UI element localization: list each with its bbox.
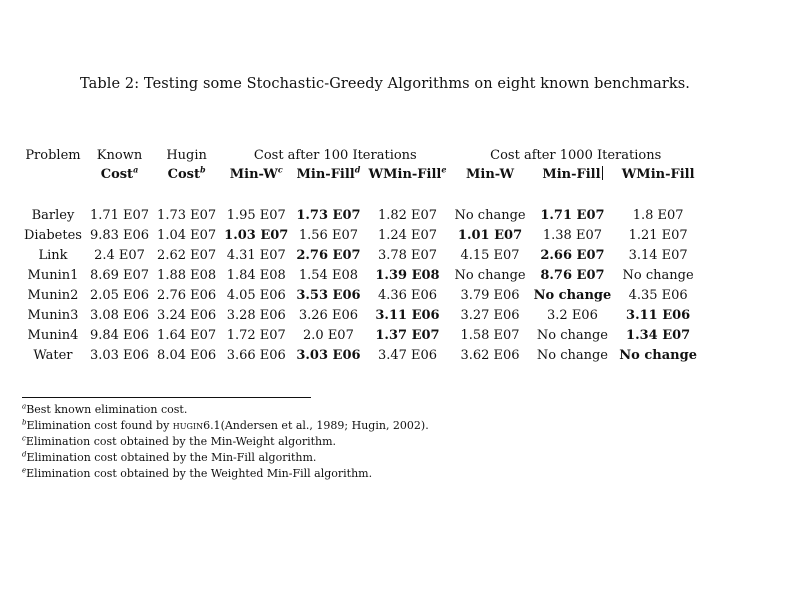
footnote-b-text-after: (Andersen et al., 1989; Hugin, 2002). bbox=[220, 419, 429, 432]
cell-minfill1000: No change bbox=[536, 348, 608, 363]
footnote-c bbox=[22, 434, 429, 450]
minw-100-label: Min-W bbox=[229, 167, 278, 182]
footnote-a-mark: a bbox=[22, 402, 27, 411]
cell-wminfill1000: 4.35 E06 bbox=[628, 288, 688, 303]
cell-hugin: 3.24 E06 bbox=[157, 308, 217, 323]
col-header-known-cost bbox=[86, 165, 153, 184]
cell-wminfill1000: No change bbox=[619, 348, 697, 363]
cell-hugin: 8.04 E06 bbox=[157, 348, 217, 363]
cell-minfill1000: 3.2 E06 bbox=[547, 308, 598, 323]
hugin-cost-label: Cost bbox=[167, 167, 200, 182]
cell-wminfill1000: No change bbox=[622, 268, 694, 283]
known-cost-label: Cost bbox=[100, 167, 134, 182]
cell-minw1000: 4.15 E07 bbox=[460, 248, 520, 263]
footnote-e-text: Elimination cost obtained by the Weighted Min-Fill algorithm. bbox=[26, 467, 373, 480]
table-caption: Table 2: Testing some Stochastic-Greedy Algorithms on eight known benchmarks. bbox=[80, 76, 691, 92]
cell-wminfill100: 4.36 E06 bbox=[377, 288, 438, 303]
cell-hugin: 2.76 E06 bbox=[157, 288, 217, 303]
cell-known: 9.84 E06 bbox=[89, 328, 150, 343]
footnote-d-mark: d bbox=[22, 450, 27, 459]
text-cursor bbox=[602, 166, 603, 180]
minfill-100-label: Min-Fill bbox=[296, 167, 355, 182]
footnote-mark-e: e bbox=[441, 164, 447, 175]
footnote-b-software: hugin6.1 bbox=[172, 419, 221, 432]
group-header-1000: Cost after 1000 Iterations bbox=[490, 148, 662, 163]
col-header-wminfill-1000: WMin-Fill bbox=[621, 167, 695, 182]
footnote-d bbox=[22, 450, 429, 466]
cell-hugin: 2.62 E07 bbox=[157, 248, 217, 263]
cell-problem: Munin1 bbox=[27, 268, 79, 283]
table-row bbox=[20, 206, 701, 226]
cell-minfill1000: No change bbox=[536, 328, 608, 343]
wminfill-100-label: WMin-Fill bbox=[368, 167, 442, 182]
cell-hugin: 1.73 E07 bbox=[157, 208, 217, 223]
cell-minw100: 1.03 E07 bbox=[224, 228, 289, 243]
minfill-1000-label: Min-Fill bbox=[542, 167, 601, 182]
cell-wminfill1000: 1.21 E07 bbox=[628, 228, 688, 243]
cell-known: 1.71 E07 bbox=[89, 208, 150, 223]
cell-known: 2.05 E06 bbox=[89, 288, 150, 303]
cell-hugin: 1.04 E07 bbox=[157, 228, 217, 243]
cell-wminfill1000: 3.11 E06 bbox=[626, 308, 691, 323]
cell-problem: Diabetes bbox=[24, 228, 82, 243]
cell-minfill100: 2.76 E07 bbox=[296, 248, 361, 263]
cell-wminfill100: 1.37 E07 bbox=[375, 328, 440, 343]
col-header-hugin-cost bbox=[153, 165, 220, 184]
footnote-c-mark: c bbox=[22, 434, 26, 443]
cell-minfill100: 3.03 E06 bbox=[296, 348, 361, 363]
col-header-problem: Problem bbox=[25, 148, 81, 163]
col-header-known: Known bbox=[96, 148, 143, 163]
footnote-e bbox=[22, 466, 429, 482]
table-row bbox=[20, 246, 701, 266]
footnote-mark-d: d bbox=[354, 164, 361, 175]
table-body bbox=[20, 184, 701, 366]
cell-minfill100: 2.0 E07 bbox=[303, 328, 354, 343]
footnote-b-mark: b bbox=[22, 418, 27, 427]
col-header-hugin: Hugin bbox=[166, 148, 207, 163]
table-row bbox=[20, 306, 701, 326]
footnote-d-text: Elimination cost obtained by the Min-Fill algorithm. bbox=[26, 451, 317, 464]
header-row-2 bbox=[20, 165, 701, 184]
footnote-a-text: Best known elimination cost. bbox=[26, 403, 188, 416]
cell-known: 2.4 E07 bbox=[94, 248, 145, 263]
cell-known: 3.03 E06 bbox=[89, 348, 150, 363]
group-header-100: Cost after 100 Iterations bbox=[253, 148, 417, 163]
cell-minfill1000: No change bbox=[533, 288, 612, 303]
footnote-mark-a: a bbox=[133, 164, 139, 175]
footnote-c-text: Elimination cost obtained by the Min-Weight algorithm. bbox=[25, 435, 337, 448]
table-row bbox=[20, 226, 701, 246]
cell-minfill100: 1.54 E08 bbox=[298, 268, 358, 283]
cell-hugin: 1.64 E07 bbox=[157, 328, 217, 343]
cell-wminfill1000: 3.14 E07 bbox=[628, 248, 688, 263]
footnote-a bbox=[22, 402, 429, 418]
col-header-minw-100 bbox=[220, 165, 292, 184]
cell-minfill1000: 2.66 E07 bbox=[540, 248, 605, 263]
cell-problem: Munin4 bbox=[27, 328, 79, 343]
footnote-b bbox=[22, 418, 429, 434]
col-header-blank bbox=[20, 165, 86, 184]
cell-minw100: 3.66 E06 bbox=[226, 348, 286, 363]
cell-problem: Munin2 bbox=[27, 288, 79, 303]
cell-problem: Munin3 bbox=[27, 308, 79, 323]
cell-minw100: 1.95 E07 bbox=[226, 208, 286, 223]
spacer-row bbox=[20, 184, 701, 206]
cell-minfill1000: 1.38 E07 bbox=[542, 228, 602, 243]
footnote-mark-c: c bbox=[277, 164, 283, 175]
benchmark-table bbox=[20, 146, 701, 366]
cell-minfill100: 1.56 E07 bbox=[298, 228, 358, 243]
cell-minw100: 4.05 E06 bbox=[226, 288, 286, 303]
cell-minfill100: 1.73 E07 bbox=[296, 208, 361, 223]
cell-minw1000: 3.27 E06 bbox=[460, 308, 520, 323]
cell-wminfill1000: 1.34 E07 bbox=[626, 328, 691, 343]
cell-wminfill100: 1.39 E08 bbox=[375, 268, 440, 283]
cell-minfill100: 3.26 E06 bbox=[298, 308, 358, 323]
cell-minw1000: 3.79 E06 bbox=[460, 288, 520, 303]
table-row bbox=[20, 286, 701, 306]
cell-minw100: 3.28 E06 bbox=[226, 308, 286, 323]
cell-minfill100: 3.53 E06 bbox=[296, 288, 361, 303]
cell-wminfill100: 1.82 E07 bbox=[377, 208, 438, 223]
table-row bbox=[20, 266, 701, 286]
header-row-1 bbox=[20, 146, 701, 165]
cell-wminfill100: 3.78 E07 bbox=[377, 248, 438, 263]
cell-wminfill100: 3.47 E06 bbox=[377, 348, 438, 363]
cell-minw1000: 1.01 E07 bbox=[457, 228, 523, 243]
footnote-e-mark: e bbox=[22, 466, 27, 475]
footnotes bbox=[22, 402, 429, 482]
col-header-minw-1000: Min-W bbox=[465, 167, 515, 182]
cell-problem: Link bbox=[38, 248, 68, 263]
cell-wminfill100: 3.11 E06 bbox=[375, 308, 440, 323]
cell-known: 9.83 E06 bbox=[89, 228, 150, 243]
cell-minw1000: No change bbox=[454, 208, 526, 223]
cell-problem: Barley bbox=[31, 208, 75, 223]
cell-wminfill100: 1.24 E07 bbox=[377, 228, 438, 243]
cell-minw100: 1.72 E07 bbox=[226, 328, 286, 343]
cell-minw1000: No change bbox=[454, 268, 526, 283]
cell-minw1000: 3.62 E06 bbox=[460, 348, 520, 363]
cell-known: 8.69 E07 bbox=[89, 268, 150, 283]
cell-minfill1000: 8.76 E07 bbox=[540, 268, 605, 283]
table-row bbox=[20, 346, 701, 366]
cell-minfill1000: 1.71 E07 bbox=[540, 208, 605, 223]
col-header-minfill-100 bbox=[292, 165, 364, 184]
table-row bbox=[20, 326, 701, 346]
cell-hugin: 1.88 E08 bbox=[157, 268, 217, 283]
cell-wminfill1000: 1.8 E07 bbox=[632, 208, 684, 223]
cell-minw1000: 1.58 E07 bbox=[460, 328, 520, 343]
cell-problem: Water bbox=[33, 348, 73, 363]
footnote-rule bbox=[22, 397, 311, 398]
col-header-wminfill-100 bbox=[365, 165, 451, 184]
col-header-minfill-1000 bbox=[530, 165, 616, 184]
cell-minw100: 4.31 E07 bbox=[226, 248, 286, 263]
cell-known: 3.08 E06 bbox=[89, 308, 150, 323]
footnote-mark-b: b bbox=[199, 164, 206, 175]
footnote-b-text-before: Elimination cost found by bbox=[26, 419, 173, 432]
cell-minw100: 1.84 E08 bbox=[226, 268, 286, 283]
